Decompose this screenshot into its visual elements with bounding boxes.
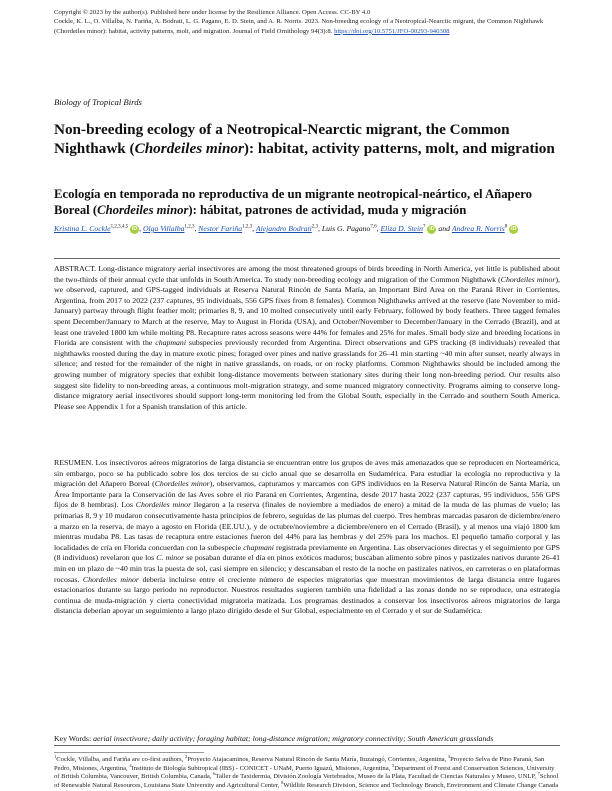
abstract-text: Long-distance migratory aerial insectivores are among the most threatened groups of birds breeding in North America, yet little is published about the two-thirds of their annual cycle that unfolds in South America. To study non-breeding ecology and migration of the Common Nighthawk ( — [54, 264, 560, 284]
abstract-section — [54, 258, 560, 746]
footnote-marker: 7 — [537, 771, 540, 776]
footnote-text: Department of Forest and Conservation Sciences, University of British Columbia, Vancouver, British Columbia, Canada, — [54, 764, 555, 781]
footnote-text: Wildlife Research Division, Science and Technology Branch, Environment and Climate Change Canada — [283, 781, 559, 789]
abstract-text: subspecies previously recorded from Argentina. Direct observations and GPS tracking (8 individuals) revealed that nighthawks roosted during the day in mature exotic pines; foraged over pines and native grasslands for 26–41 min starting ~40 min after sunset, nearly always in silence; and rested for the remainder of the night in native grasslands, on roads, or on rocky platforms. Common Nighthawks should be included among the growing number of migratory species that exhibit long-distance movements between stationary sites during their long non-breeding period. Our results also suggest site fidelity to non-breeding areas, a continuous molt-migration strategy, and some nuanced migratory connectivity. Programs aiming to conserve long-distance migratory aerial insectivores should support long-term monitoring led from the Global South, especially in the Cerrado and southern South America. Please see Appendix 1 for a Spanish translation of this article. — [54, 338, 560, 411]
author-affiliation-sup: 2,3 — [311, 224, 319, 230]
author-affiliation-sup: 1,2,3 — [242, 224, 253, 230]
author-name[interactable]: Olga Villalba — [142, 224, 185, 233]
author-affiliation-sup: 1,2,3 — [184, 224, 195, 230]
footnote-marker: 3 — [447, 753, 451, 759]
footnote-text: Instituto de Biología Subtropical (IBS) - CONICET - UNaM, Puerto Iguazú, Misiones, Argentina, — [131, 764, 392, 772]
resumen-text: ), observamos, capturamos y marcamos con GPS individuos en la Reserva Natural Rincón de Santa María, un Área Importante para la Conservación de las Aves sobre el río Paraná en Corrientes, Argentina, desde 2017 hasta 2022 (237 capturas, 95 individuos, 556 GPS fijos de 8 hembras). Los — [54, 479, 560, 510]
title-en-part-1: Non-breeding ecology of a Neotropical-Nearctic migrant, the Common Nighthawk ( — [54, 121, 510, 158]
title-es-species: Chordeiles minor — [97, 203, 189, 218]
abstract-subspecies: chapmani — [155, 338, 186, 348]
abstract-spanish — [54, 458, 560, 617]
footnote-marker: 1 — [54, 753, 57, 759]
doi-link[interactable]: https://doi.org/10.5751/JFO-00293-940308 — [334, 27, 450, 35]
resumen-text: se posaban durante el día en pinos exóticos maduros; buscaban alimento sobre pinos y pastizales nativos durante 26-41 min en un plazo de ~40 min tras la puesta de sol, casi siempre en silencio; y descansaban el resto de la noche en pastizales nativos, en carreteras o en plataformas rocosas. — [54, 553, 560, 584]
title-es-part-1: Ecología en temporada no reproductiva de un migrante neotropical-neártico, el Añapero Boreal ( — [54, 187, 532, 218]
author-name[interactable]: Kristina L. Cockle — [54, 224, 111, 233]
orcid-icon[interactable]: iD — [131, 225, 138, 232]
section-label: Biology of Tropical Birds — [54, 97, 142, 107]
copyright-line-1: Copyright © 2023 by the author(s). Published here under license by the Resilience Alliance. Open Access. CC-BY 4.0 — [54, 9, 371, 16]
resumen-species: Chordeiles minor — [82, 574, 139, 584]
footnote-text: Proyecto Atajacaminos, Reserva Natural Rincón de Santa María, Ituzaingó, Corrientes, Argentina, — [187, 756, 448, 763]
resumen-text: llegaron a la reserva (finales de noviembre a mediados de enero) a mitad de la muda de las plumas de vuelo; las primarias 8, 9 y 10 mudaron consecutivamente hasta principios de febrero, seguidas de las plumas del cuerpo. Tres hembras marcadas pasaron de diciembre/enero a marzo en la reserva, de mayo a agosto en Florida (EE.UU.), y de octubre/noviembre a diciembre/enero en el Cerrado (Brasil), y al menos una viajó 1800 km mientras mudaba P8. Las tasas de recaptura entre estaciones fueron del 44% para las hembras y del 25% para los machos. El pequeño tamaño corporal y las localidades de cría en Florida concuerdan con la subespecie — [54, 500, 560, 552]
author-name[interactable]: Eliza D. Stein — [380, 224, 423, 233]
copyright-notice — [54, 8, 574, 36]
author-conjunction: and — [438, 224, 450, 233]
article-title-english — [54, 120, 559, 158]
author-name[interactable]: Andrea R. Norris — [451, 224, 505, 233]
author-name[interactable]: Alejandro Bodrati — [255, 224, 312, 233]
abstract-label: ABSTRACT. — [54, 264, 97, 273]
abstract-text: ), we observed, captured, and GPS-tagged individuals at Reserva Natural Rincón de Santa María, an Important Bird Area on the Paraná River in Corrientes, Argentina, from 2017 to 2022 (237 captures, 95 individuals, 556 GPS fixes from 8 females). Common Nighthawks arrived at the reserve (late November to mid-January) partway through flight feather molt; primaries 8, 9, and 10 molted consecutively until early February, followed by body feathers. Three tagged females spent December/January to March at the reserve, May to August in Florida (USA), and October/November to December/January in the Cerrado (Brazil), and at least one traveled 1800 km while molting P8. Recapture rates across seasons were 44% for females and 25% for males. Small body size and breeding locations in Florida are consistent with the — [54, 274, 560, 348]
footnote-marker: 5 — [391, 762, 395, 768]
keywords — [54, 734, 560, 744]
article-title-spanish — [54, 186, 559, 219]
footnote-text: School of Renewable Natural Resources, Louisiana State University and Agricultural Center, — [54, 773, 559, 789]
citation-body: Cockle, K. L., O. Villalba, N. Fariña, A. Bodrati, L. G. Pagano, E. D. Stein, and A. R. Norris. 2023. Non-breeding ecology of a Neotropical-Nearctic migrant, the Common Nighthawk (Chordeiles minor): habitat, activity patterns, molt, and migration. Journal of Field Ornithology 94(3):8. — [54, 18, 544, 35]
resumen-species: C. minor — [156, 553, 185, 563]
author-affiliation-sup: 8 — [504, 224, 508, 230]
affiliation-footnotes — [54, 753, 560, 790]
title-es-part-2: ): hábitat, patrones de actividad, muda y migración — [188, 203, 467, 218]
resumen-text: debería incluirse entre el creciente número de especies migratorias que muestran movimientos de larga distancia entre lugares estacionarios durante su largo periodo no reproductor. Nuestros resultados sugieren también una fidelidad a las zonas donde no se reproduce, una estrategia continua de muda-migración y cierta conectividad migratoria matizada. Los programas destinados a conservar los insectívoros aéreos migratorios de larga distancia deberían apoyar un seguimiento a largo plazo dirigido desde el Sur Global, especialmente en el Cerrado y el sur de Sudamérica. — [54, 574, 560, 616]
footnote-text: Taller de Taxidermia, División Zoología Vertebrados, Museo de la Plata, Facultad de Ciencias Naturales y Museo, UNLP, — [215, 773, 538, 781]
footnote-text: Cockle, Villalba, and Fariña are co-first authors, — [56, 756, 186, 763]
author-affiliation-sup: 7,6 — [370, 224, 377, 230]
resumen-subspecies: chapmani — [243, 542, 274, 552]
resumen-species: Chordeiles minor — [154, 479, 210, 489]
footnote-divider — [54, 752, 204, 753]
footnote-marker: 2 — [185, 753, 188, 759]
author-affiliation-sup: 1,2,3,4,5 — [110, 224, 129, 230]
abstract-english — [54, 264, 560, 412]
keywords-values: aerial insectivore; daily activity; foraging habitat; long-distance migration; migratory connectivity; South American grasslands — [93, 734, 494, 743]
resumen-text: Los insectívoros aéreos migratorios de larga distancia se encuentran entre los grupos de aves más amenazados que se reproducen en Norteamérica, sin embargo, poco se ha publicado sobre los dos tercios de su ciclo anual que se desarrolla en Sudamérica. Para estudiar la ecología no reproductiva y la migración del Añapero Boreal ( — [54, 458, 561, 489]
footnote-text: Proyecto Selva de Pino Paraná, San Pedro, Misiones, Argentina, — [54, 756, 545, 772]
orcid-icon[interactable]: iD — [510, 225, 517, 232]
author-affiliation-sup: 7 — [422, 224, 426, 230]
citation-text — [54, 17, 574, 36]
author-list: Kristina L. Cockle$^{1,2,3,4,5}$ iD , Olga Villalba$^{1,2,3}$, Nestor Fariña$^{1,2,3}$, Alejandro Bodrati$^{2,3}$, Luis G. Pagano$^{7,6}$, Eliza D. Stein$^7$ iD and Andrea R. Norris$^8$ iD — [54, 224, 517, 233]
keywords-label: Key Words: — [54, 734, 92, 743]
orcid-icon[interactable]: iD — [429, 225, 435, 232]
footnote-marker: 4 — [129, 762, 132, 768]
abstract-species: Chordeiles minor — [500, 274, 556, 284]
title-en-part-2: ): habitat, activity patterns, molt, and migration — [243, 140, 555, 158]
resumen-text: registrada previamente en Argentina. Las observaciones directas y el seguimiento por GPS (8 individuos) revelaron que los — [54, 542, 560, 563]
resumen-label: RESUMEN. — [54, 458, 94, 467]
footnote-marker: 8 — [281, 779, 284, 785]
title-en-species: Chordeiles minor — [134, 140, 244, 158]
author-name[interactable]: Nestor Fariña — [198, 224, 243, 233]
author-name: Luis G. Pagano — [321, 224, 371, 233]
footnote-marker: 6 — [213, 771, 216, 776]
resumen-species: Chordeiles minor — [135, 500, 192, 510]
